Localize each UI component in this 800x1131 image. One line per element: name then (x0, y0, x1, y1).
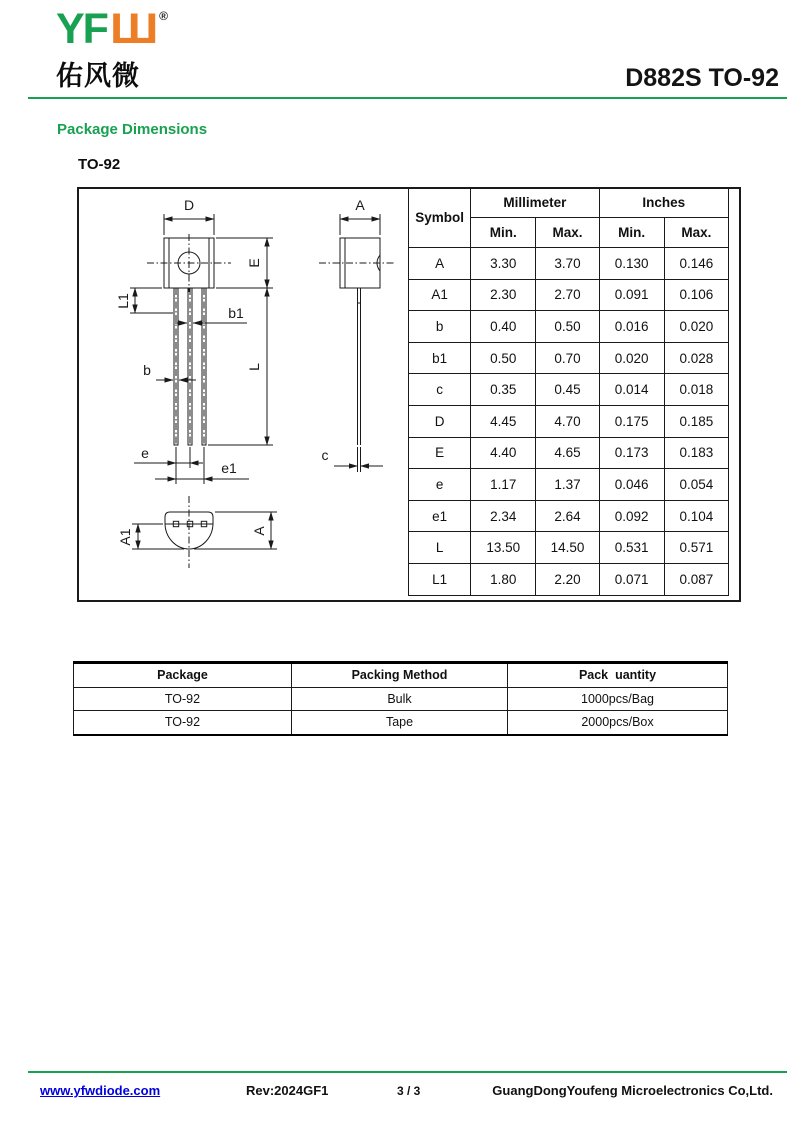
footer-divider (28, 1071, 787, 1073)
table-row (409, 437, 729, 469)
table-cell: 0.35 (471, 374, 536, 406)
col-group-millimeter: Millimeter (471, 188, 599, 218)
col-header-symbol: Symbol (409, 188, 471, 248)
table-row (74, 711, 728, 735)
packing-table-body (74, 687, 728, 735)
packing-table (73, 661, 728, 736)
dim-label-L: L (246, 363, 262, 371)
table-cell: 2000pcs/Box (508, 711, 728, 735)
col-header-mm-min: Min. (471, 218, 536, 248)
website-link[interactable]: www.yfwdiode.com (40, 1083, 161, 1098)
side-view-drawing (319, 214, 395, 472)
table-cell: 0.70 (536, 342, 599, 374)
dimension-table-body (409, 248, 729, 596)
table-cell: 0.018 (664, 374, 728, 406)
table-cell: 4.70 (536, 405, 599, 437)
dim-label-e1: e1 (221, 460, 237, 476)
table-cell: 4.65 (536, 437, 599, 469)
dim-label-D: D (183, 197, 195, 213)
logo-yf-text: YF (56, 5, 107, 53)
table-cell: 4.45 (471, 405, 536, 437)
table-header-row (74, 663, 728, 688)
table-cell: 2.30 (471, 279, 536, 311)
table-cell: 2.64 (536, 500, 599, 532)
table-cell: 0.40 (471, 311, 536, 343)
col-group-inches: Inches (599, 188, 728, 218)
table-row (409, 405, 729, 437)
table-cell: Bulk (292, 687, 508, 711)
page-number: 3 / 3 (397, 1084, 421, 1098)
table-row (409, 248, 729, 280)
table-cell: 0.092 (599, 500, 664, 532)
package-type-label: TO-92 (78, 156, 121, 173)
table-cell: 0.091 (599, 279, 664, 311)
table-cell: 0.020 (599, 342, 664, 374)
dim-label-L1: L1 (115, 293, 131, 309)
table-cell: 14.50 (536, 532, 599, 564)
table-row (409, 311, 729, 343)
brand-logo (56, 5, 169, 93)
table-cell: 2.20 (536, 563, 599, 595)
table-cell: 0.173 (599, 437, 664, 469)
table-cell: 0.531 (599, 532, 664, 564)
col-header-packing-method: Packing Method (292, 663, 508, 688)
dim-label-E: E (246, 258, 262, 268)
table-cell: 0.185 (664, 405, 728, 437)
dimension-labels (115, 197, 365, 546)
table-cell: 0.183 (664, 437, 728, 469)
table-cell: L1 (409, 563, 471, 595)
table-cell: D (409, 405, 471, 437)
logo-w-icon: Ш (109, 5, 159, 53)
table-cell: 0.146 (664, 248, 728, 280)
revision-label: Rev:2024GF1 (246, 1083, 329, 1098)
package-diagram (79, 189, 409, 600)
table-row (409, 563, 729, 595)
logo-mark (56, 5, 169, 53)
dim-label-A1: A1 (117, 528, 133, 546)
dim-label-e: e (141, 445, 149, 461)
table-cell: 0.054 (664, 469, 728, 501)
table-cell: A (409, 248, 471, 280)
table-cell: 1.17 (471, 469, 536, 501)
col-header-in-min: Min. (599, 218, 664, 248)
table-cell: 0.175 (599, 405, 664, 437)
col-header-mm-max: Max. (536, 218, 599, 248)
table-cell: e (409, 469, 471, 501)
dim-label-b: b (143, 362, 151, 378)
table-cell: 3.70 (536, 248, 599, 280)
table-row (409, 469, 729, 501)
col-header-pack-quantity: Pack uantity (508, 663, 728, 688)
header-divider (28, 97, 787, 99)
table-cell: 1000pcs/Bag (508, 687, 728, 711)
col-header-in-max: Max. (664, 218, 728, 248)
table-cell: 0.071 (599, 563, 664, 595)
table-cell: 13.50 (471, 532, 536, 564)
table-cell: 2.70 (536, 279, 599, 311)
part-number-title: D882S TO-92 (625, 64, 779, 92)
dim-label-c: c (321, 447, 329, 463)
table-cell: L (409, 532, 471, 564)
table-cell: 0.106 (664, 279, 728, 311)
table-header-row (409, 188, 729, 218)
dimension-table (408, 187, 729, 596)
table-cell: 4.40 (471, 437, 536, 469)
table-cell: 1.37 (536, 469, 599, 501)
dim-label-b1: b1 (228, 305, 244, 321)
front-view-drawing (130, 214, 273, 484)
table-cell: 3.30 (471, 248, 536, 280)
table-cell: 0.087 (664, 563, 728, 595)
dim-label-A-side: A (355, 197, 365, 213)
section-title: Package Dimensions (57, 121, 208, 138)
table-cell: b (409, 311, 471, 343)
table-row (409, 374, 729, 406)
registered-trademark-icon: ® (159, 9, 169, 23)
table-cell: 0.028 (664, 342, 728, 374)
table-cell: TO-92 (74, 711, 292, 735)
table-row (409, 279, 729, 311)
table-cell: 0.45 (536, 374, 599, 406)
table-cell: 0.014 (599, 374, 664, 406)
table-cell: 0.020 (664, 311, 728, 343)
table-cell: A1 (409, 279, 471, 311)
company-name: GuangDongYoufeng Microelectronics Co,Ltd. (492, 1083, 773, 1098)
col-header-package: Package (74, 663, 292, 688)
package-dimensions-panel (77, 187, 741, 602)
table-cell: 0.50 (536, 311, 599, 343)
dim-label-A-bottom: A (251, 526, 267, 536)
table-row (409, 342, 729, 374)
table-cell: c (409, 374, 471, 406)
table-cell: TO-92 (74, 687, 292, 711)
table-cell: e1 (409, 500, 471, 532)
table-row (409, 532, 729, 564)
table-cell: Tape (292, 711, 508, 735)
table-cell: 0.571 (664, 532, 728, 564)
logo-chinese-text: 佑风微 (56, 61, 140, 91)
table-cell: 2.34 (471, 500, 536, 532)
table-row (409, 500, 729, 532)
table-cell: 0.016 (599, 311, 664, 343)
table-cell: 0.50 (471, 342, 536, 374)
table-cell: E (409, 437, 471, 469)
table-cell: 0.046 (599, 469, 664, 501)
table-row (74, 687, 728, 711)
table-cell: 1.80 (471, 563, 536, 595)
table-cell: b1 (409, 342, 471, 374)
table-cell: 0.104 (664, 500, 728, 532)
table-cell: 0.130 (599, 248, 664, 280)
